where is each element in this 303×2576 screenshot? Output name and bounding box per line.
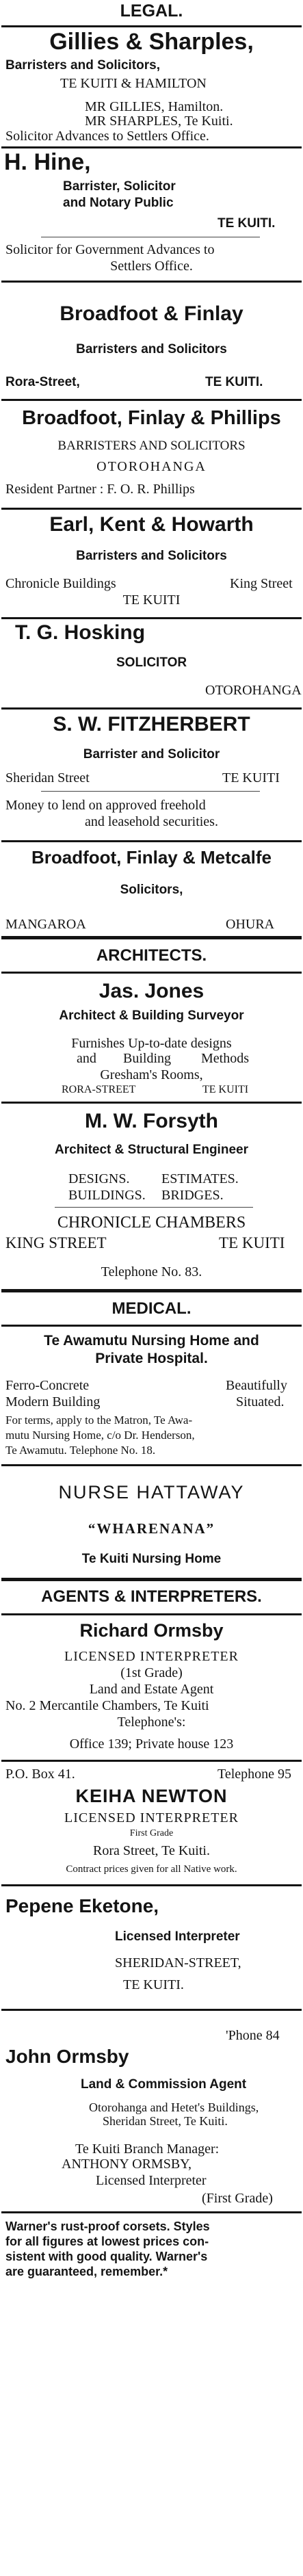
divider	[55, 1207, 253, 1208]
divider	[41, 791, 260, 792]
divider	[1, 1760, 302, 1762]
ad-line: BARRISTERS AND SOLICITORS	[57, 439, 246, 453]
ad-line: Barristers and Solicitors	[76, 549, 227, 563]
ad-line: Te Kuiti Nursing Home	[81, 1552, 222, 1566]
section-heading-agents: AGENTS & INTERPRETERS.	[41, 1587, 262, 1606]
ad-line: SHERIDAN-STREET,	[115, 1955, 241, 1970]
ad-line: and Notary Public	[63, 196, 174, 210]
ad-line: Telephone 95	[218, 1767, 292, 1782]
ad-line: Chronicle Buildings	[5, 576, 116, 591]
ad-line: Ferro-Concrete	[5, 1378, 90, 1393]
ad-line: Gresham's Rooms,	[100, 1067, 203, 1082]
ad-line: TE KUITI.	[218, 216, 276, 231]
ad-line: OTOROHANGA	[96, 459, 207, 474]
ad-line: OTOROHANGA	[205, 683, 302, 698]
ad-line: KING STREET	[5, 1234, 107, 1251]
divider	[1, 1464, 302, 1466]
ad-line: Land and Estate Agent	[89, 1682, 214, 1697]
divider	[1, 508, 302, 510]
ad-line: “WHARENANA”	[88, 1520, 215, 1537]
ad-line: TE KUITI	[222, 770, 280, 785]
divider	[1, 25, 302, 27]
ad-line: Solicitor for Government Advances to	[5, 242, 215, 257]
ad-line: P.O. Box 41.	[5, 1767, 75, 1782]
ad-line: King Street	[230, 576, 293, 591]
ad-line: Solicitors,	[120, 883, 183, 897]
ad-line: sistent with good quality. Warner's	[5, 2250, 208, 2263]
ad-line: and	[77, 1051, 96, 1066]
ad-line: TE KUITI.	[205, 375, 263, 389]
ad-line: and leasehold securities.	[85, 814, 218, 829]
ad-line: Office 139; Private house 123	[69, 1736, 234, 1752]
ad-line: For terms, apply to the Matron, Te Awa-	[5, 1414, 193, 1427]
ad-line: Land & Commission Agent	[81, 2077, 247, 2092]
divider	[1, 2009, 302, 2011]
ad-line: Licensed Interpreter	[115, 1929, 240, 1944]
ad-line: Barristers and Solicitors,	[5, 58, 160, 73]
ad-line: Architect & Building Surveyor	[59, 1009, 244, 1023]
ad-line: Money to lend on approved freehold	[5, 798, 206, 813]
divider	[1, 281, 302, 283]
ad-line: No. 2 Mercantile Chambers, Te Kuiti	[5, 1698, 209, 1713]
ad-line: Situated.	[236, 1394, 285, 1409]
ad-line: LICENSED INTERPRETER	[64, 1810, 239, 1825]
ad-line: Resident Partner : F. O. R. Phillips	[5, 482, 195, 497]
ad-line: BRIDGES.	[161, 1188, 224, 1203]
ad-line: 'Phone 84	[226, 2028, 280, 2043]
ad-line: ANTHONY ORMSBY,	[62, 2157, 192, 2172]
divider	[1, 1613, 302, 1615]
ad-name: NURSE HATTAWAY	[58, 1482, 245, 1502]
ad-line: (First Grade)	[202, 2191, 273, 2206]
ad-name: John Ormsby	[5, 2046, 129, 2067]
ad-line: Licensed Interpreter	[96, 2173, 207, 2188]
ad-line: are guaranteed, remember.*	[5, 2265, 168, 2278]
ad-line: First Grade	[129, 1828, 174, 1838]
ad-name: M. W. Forsyth	[85, 1110, 218, 1132]
ad-line: TE KUITI & HAMILTON	[60, 76, 207, 91]
section-heading-architects: ARCHITECTS.	[96, 946, 207, 965]
divider	[1, 2211, 302, 2213]
ad-name: Richard Ormsby	[79, 1620, 224, 1641]
ad-name: Pepene Eketone,	[5, 1895, 159, 1916]
ad-name: Jas. Jones	[98, 980, 205, 1002]
ad-name: Te Awamutu Nursing Home and	[44, 1333, 259, 1349]
ad-name: H. Hine,	[4, 149, 91, 175]
ad-line: LICENSED INTERPRETER	[64, 1649, 239, 1664]
divider	[1, 1884, 302, 1886]
divider	[1, 936, 302, 939]
ad-line: Barristers and Solicitors	[76, 342, 227, 356]
divider	[1, 146, 302, 148]
ad-line: Te Kuiti Branch Manager:	[75, 2142, 220, 2157]
ad-line: MR GILLIES, Hamilton.	[85, 99, 224, 114]
divider	[1, 399, 302, 401]
ad-line: CHRONICLE CHAMBERS	[57, 1214, 246, 1232]
ad-line: mutu Nursing Home, c/o Dr. Henderson,	[5, 1429, 195, 1442]
ad-name: KEIHA NEWTON	[75, 1786, 228, 1806]
ad-line: Warner's rust-proof corsets. Styles	[5, 2220, 210, 2233]
ad-line: TE KUITI	[219, 1234, 285, 1251]
ad-line: Rora-Street,	[5, 375, 80, 389]
ad-line: Methods	[201, 1051, 249, 1066]
ad-name: Broadfoot & Finlay	[60, 302, 243, 325]
divider	[1, 617, 302, 619]
ad-line: OHURA	[226, 917, 275, 932]
section-heading-legal: LEGAL.	[120, 1, 183, 21]
ad-line: Solicitor Advances to Settlers Office.	[5, 129, 209, 144]
section-heading-medical: MEDICAL.	[111, 1299, 192, 1318]
ad-name: Gillies & Sharples,	[49, 29, 254, 55]
ad-line: MANGAROA	[5, 917, 86, 932]
ad-name: Broadfoot, Finlay & Phillips	[22, 407, 281, 429]
ad-line: MR SHARPLES, Te Kuiti.	[85, 114, 233, 129]
divider	[1, 840, 302, 842]
ad-name: T. G. Hosking	[15, 621, 146, 644]
divider	[1, 707, 302, 710]
ad-line: Te Awamutu. Telephone No. 18.	[5, 1444, 156, 1457]
ad-line: Rora Street, Te Kuiti.	[93, 1843, 210, 1858]
ad-name: Broadfoot, Finlay & Metcalfe	[31, 847, 272, 868]
ad-line: Building	[123, 1051, 172, 1066]
ad-line: Sheridan Street, Te Kuiti.	[103, 2114, 228, 2128]
divider	[1, 1289, 302, 1292]
ad-line: RORA-STREET	[62, 1084, 136, 1095]
ad-name: Earl, Kent & Howarth	[49, 513, 254, 536]
divider	[1, 972, 302, 974]
ad-line: Modern Building	[5, 1394, 101, 1409]
divider	[1, 1102, 302, 1104]
ad-line: Settlers Office.	[110, 259, 193, 274]
ad-line: Contract prices given for all Native work.	[66, 1864, 237, 1875]
divider	[1, 1325, 302, 1327]
ad-line: Furnishes Up-to-date designs	[71, 1036, 232, 1051]
ad-line: TE KUITI.	[123, 1977, 184, 1992]
ad-line: (1st Grade)	[120, 1665, 183, 1680]
ad-line: SOLICITOR	[116, 655, 187, 670]
ad-name: Private Hospital.	[95, 1351, 208, 1366]
ad-line: TE KUITI	[122, 593, 181, 608]
ad-line: DESIGNS.	[68, 1171, 130, 1186]
ad-line: Barrister, Solicitor	[63, 179, 176, 194]
ad-line: BUILDINGS.	[68, 1188, 146, 1203]
ad-line: ESTIMATES.	[161, 1171, 239, 1186]
ad-line: for all figures at lowest prices con-	[5, 2235, 209, 2248]
ad-line: Beautifully	[226, 1378, 287, 1393]
ad-line: Barrister and Solicitor	[83, 747, 220, 762]
divider	[1, 1578, 302, 1581]
ad-line: Telephone No. 83.	[101, 1264, 202, 1279]
ad-line: Otorohanga and Hetet's Buildings,	[89, 2100, 259, 2114]
ad-line: Architect & Structural Engineer	[55, 1143, 248, 1157]
ad-line: TE KUITI	[202, 1084, 249, 1095]
ad-line: Telephone's:	[117, 1715, 186, 1730]
ad-name: S. W. FITZHERBERT	[53, 713, 250, 736]
ad-line: Sheridan Street	[5, 770, 90, 785]
